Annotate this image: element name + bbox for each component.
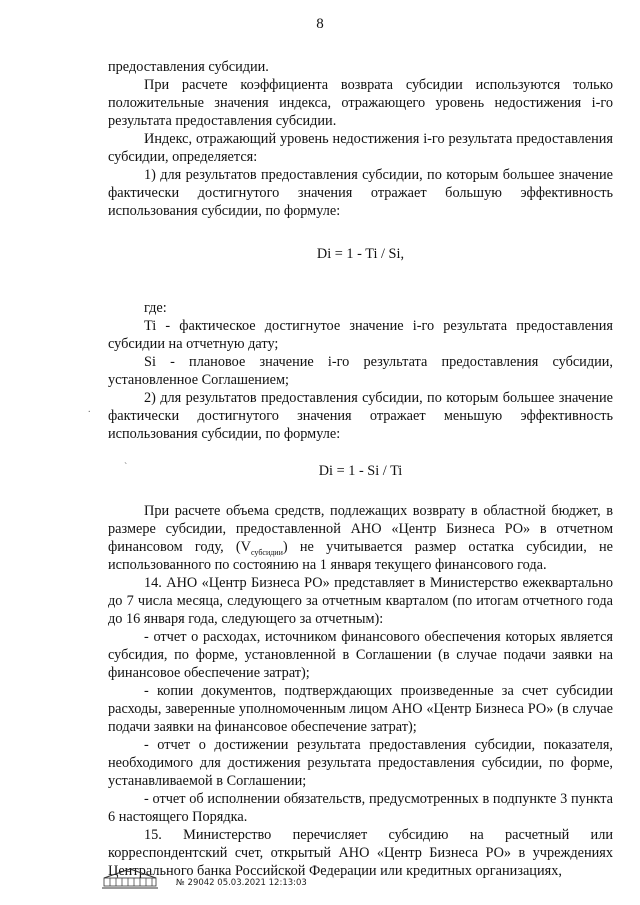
- page-number: 8: [316, 16, 324, 32]
- paragraph: предоставления субсидии.: [108, 59, 269, 75]
- paragraph: - отчет об исполнении обязательств, предусмотренных в подпункте 3 пункта 6 настоящего Порядка.: [108, 791, 613, 825]
- text-run: При расчете объема средств, подлежащих возврату в областной бюджет, в размере субсидии, предоставленной АНО «Центр Бизнеса РО» в отчетном финансовом году, (V: [108, 503, 613, 555]
- paragraph: [108, 502, 613, 574]
- paragraph: - отчет о достижении результата предоставления субсидии, показателя, необходимого для достижения результата предоставления субсидии, по форме, устанавливаемой в Соглашении;: [108, 737, 613, 789]
- text-run: ) не учитывается размер остатка субсидии, не использованного по состоянию на 1 января текущего финансового года.: [108, 539, 613, 573]
- registry-logo-icon: [98, 866, 162, 890]
- document-body: [108, 58, 613, 880]
- paragraph: 15. Министерство перечисляет субсидию на расчетный или корреспондентский счет, открытый АНО «Центр Бизнеса РО» в учреждениях Центрального банка Российской Федерации или кредитных организациях,: [108, 827, 613, 879]
- paragraph: 14. АНО «Центр Бизнеса РО» представляет в Министерство ежеквартально до 7 числа месяца, следующего за отчетным кварталом (по итогам отчетного года до 16 января года, следующего за отчетным):: [108, 575, 613, 627]
- paragraph: 1) для результатов предоставления субсидии, по которым большее значение фактически достигнутого значения отражает большую эффективность использования субсидии, по формуле:: [108, 167, 613, 219]
- registration-stamp: № 29042 05.03.2021 12:13:03: [176, 878, 307, 888]
- paragraph: где:: [144, 300, 167, 316]
- paragraph: - отчет о расходах, источником финансового обеспечения которых является субсидия, по форме, установленной в Соглашении (в случае подачи заявки на финансовое обеспечение затрат);: [108, 629, 613, 681]
- paragraph: 2) для результатов предоставления субсидии, по которым большее значение фактически достигнутого значения отражает меньшую эффективность использования субсидии, по формуле:: [108, 390, 613, 442]
- footer: [98, 866, 518, 896]
- formula: Di = 1 - Ti / Si,: [316, 246, 405, 262]
- scan-mark: `: [124, 462, 128, 473]
- paragraph: Ti - фактическое достигнутое значение i-го результата предоставления субсидии на отчетную дату;: [108, 318, 613, 352]
- scan-mark: .: [88, 404, 91, 415]
- paragraph: При расчете коэффициента возврата субсидии используются только положительные значения индекса, отражающего уровень недостижения i-го результата предоставления субсидии.: [108, 77, 613, 129]
- formula: Di = 1 - Si / Ti: [318, 463, 403, 479]
- paragraph: Индекс, отражающий уровень недостижения i-го результата предоставления субсидии, определяется:: [108, 131, 613, 165]
- subscript: субсидии: [250, 547, 283, 557]
- paragraph: - копии документов, подтверждающих произведенные за счет субсидии расходы, заверенные уполномоченным лицом АНО «Центр Бизнеса РО» (в случае подачи заявки на финансовое обеспечение затрат);: [108, 683, 613, 735]
- paragraph: Si - плановое значение i-го результата предоставления субсидии, установленное Соглашением;: [108, 354, 613, 388]
